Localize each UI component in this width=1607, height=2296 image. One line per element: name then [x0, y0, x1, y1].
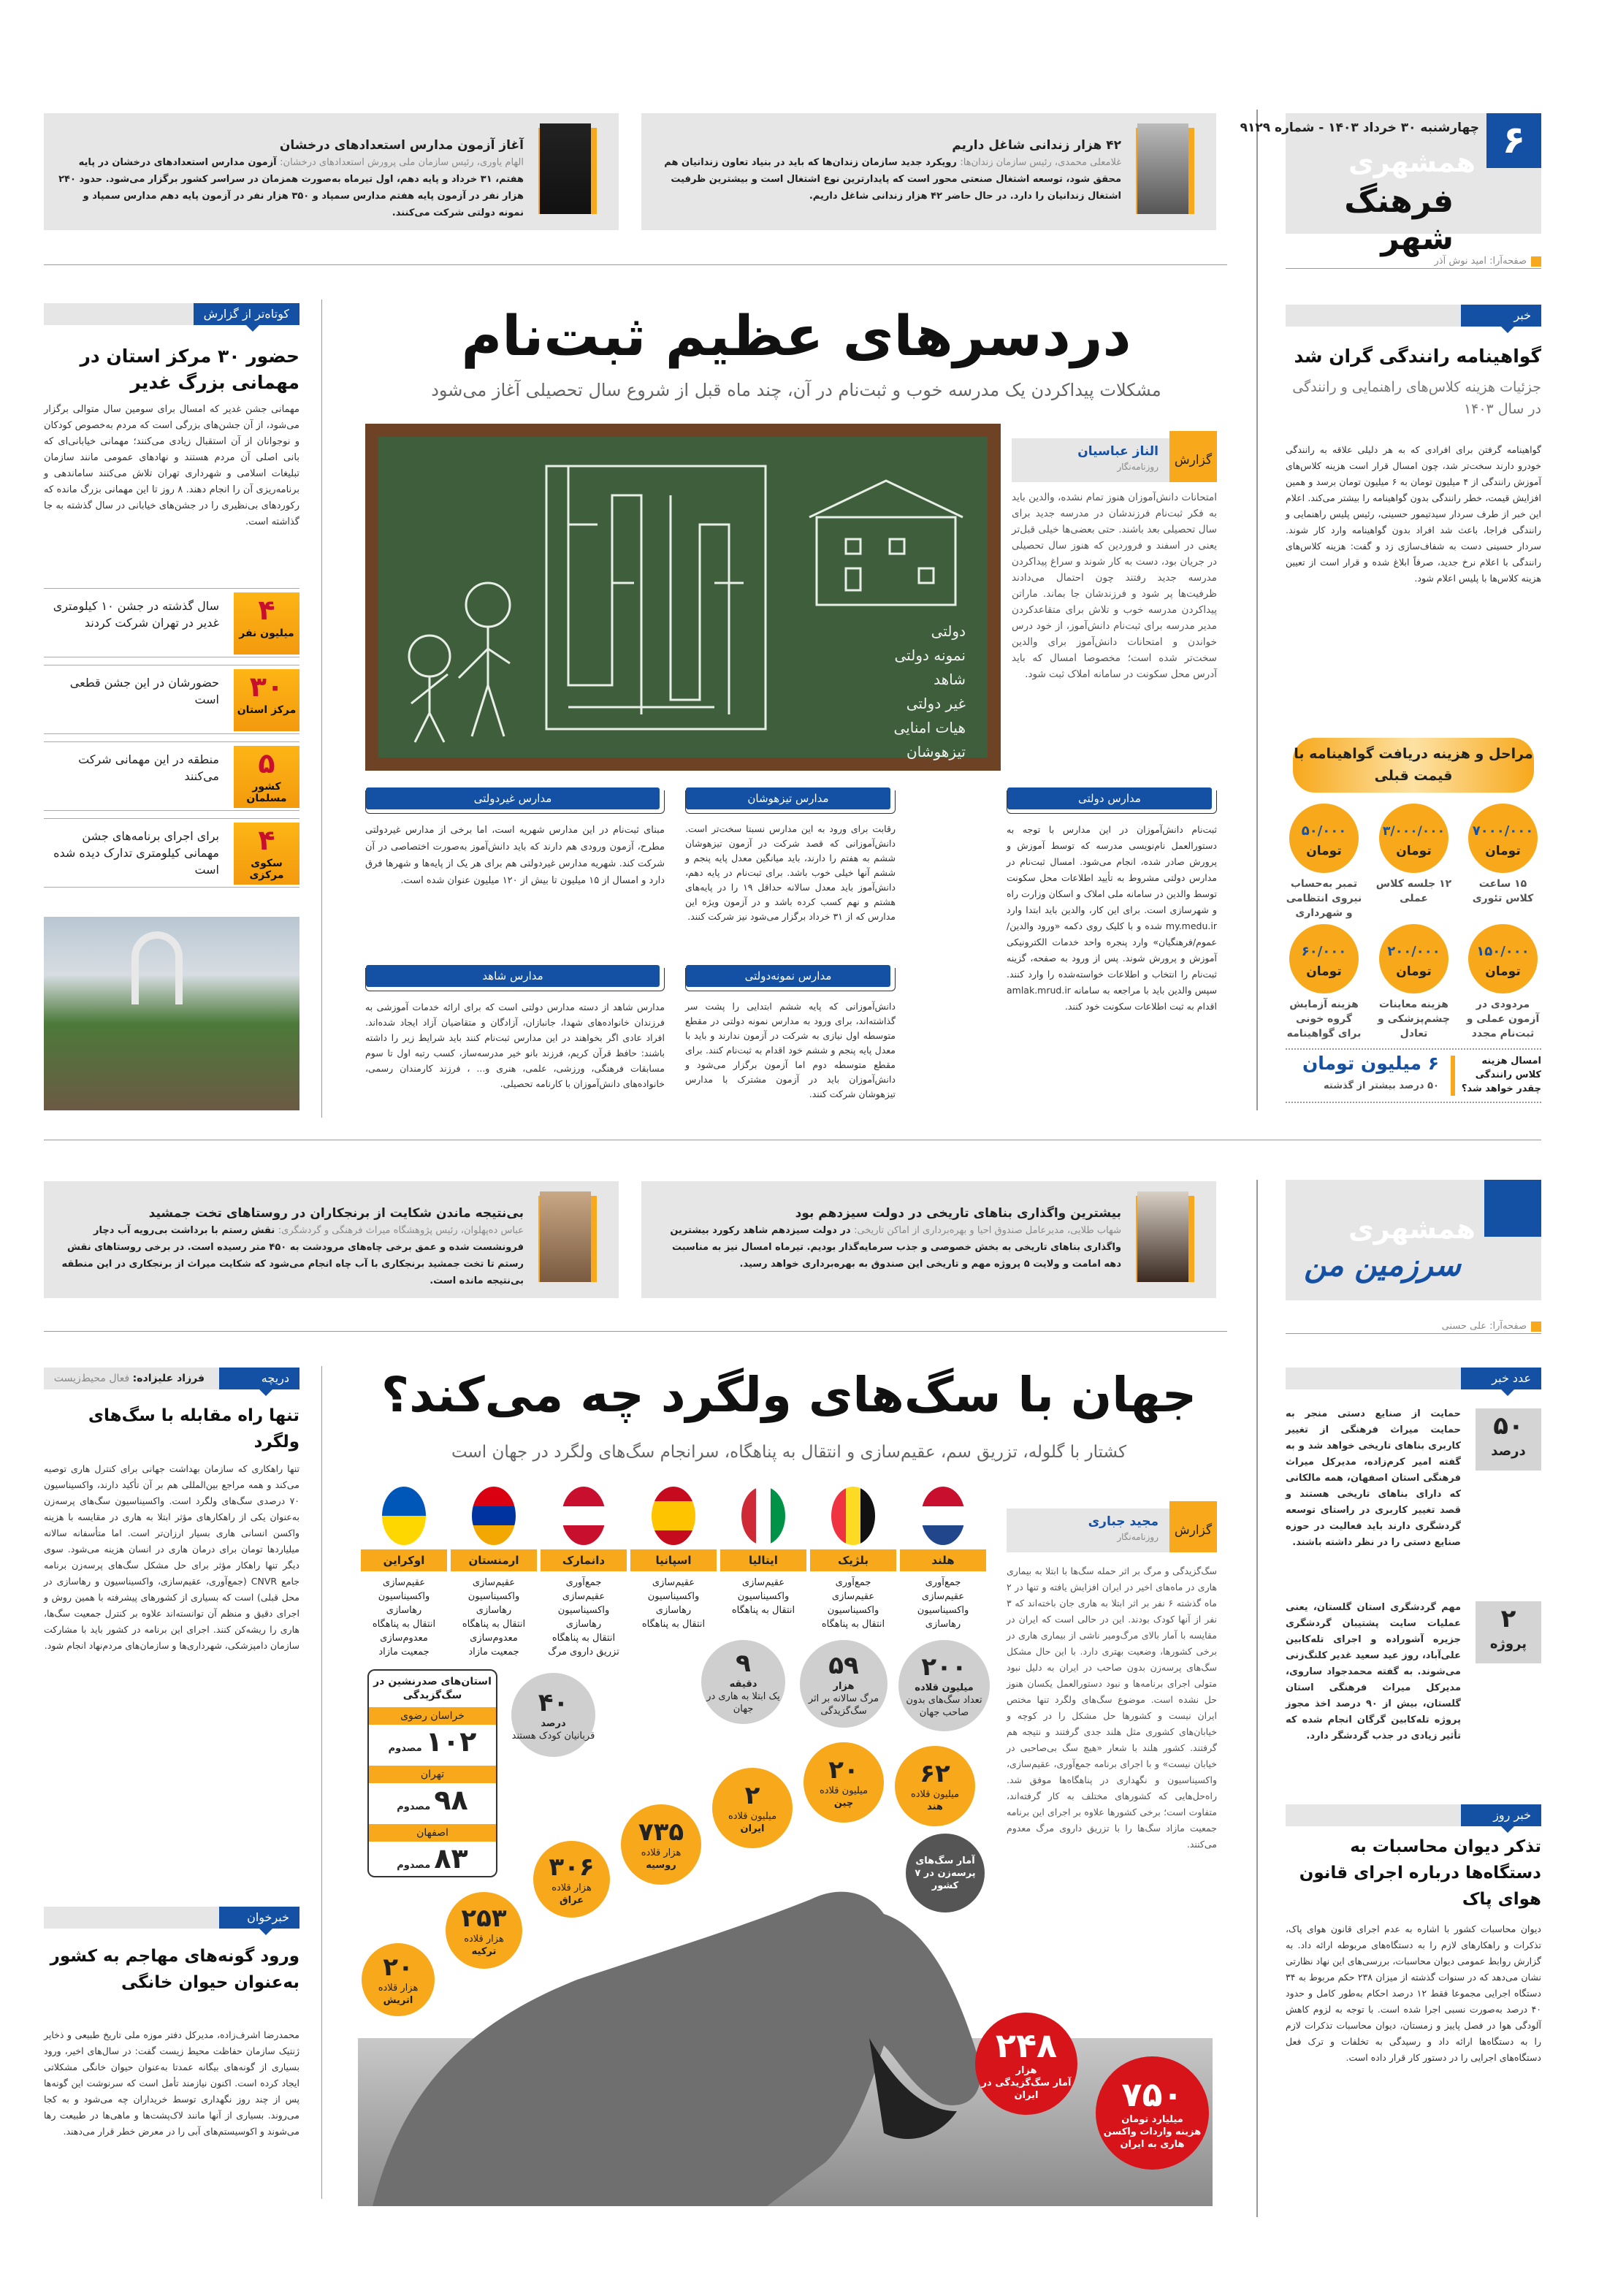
action-item: واکسیناسیون — [827, 1605, 879, 1616]
country-count — [362, 1943, 435, 2016]
cost-unit: تومان — [1306, 843, 1342, 858]
country-column — [900, 1487, 986, 1631]
divider-icon — [1451, 1056, 1455, 1096]
stat-text: مرگ سالانه بر اثر سگ‌گزیدگی — [808, 1693, 879, 1717]
country-count — [446, 1892, 522, 1969]
section-tag: کوتاه‌تر از گزارش — [194, 303, 299, 325]
teaser-text: در دولت سیزدهم شاهد رکورد بیشترین واگذاری بناهای تاریخی به بخش خصوصی و جذب سرمایه‌گذار بودیم. تیرماه امسال نیز به مناسبت دهه امامت و ولایت ۵ پروژه مهم و تاریخی این صندوق به بهره‌برداری خواهد رسید. — [670, 1225, 1121, 1270]
author-line — [54, 1368, 205, 1389]
article-body: دیوان محاسبات کشور با اشاره به عدم اجرای قانون هوای پاک، تذکرات و راهکارهای لازم را به دستگاه‌های مربوطه ارائه داد. به گزارش روابط عمومی دیوان محاسبات، بررسی‌های این نهاد نظارتی نشان می‌دهد که در سنوات گذشته از میزان ۲۳۸ حکم مربوط به ۳۴ دستگاه اجرایی مجموعا فقط ۱۲ درصد احکام به‌طور کامل و حدود ۴۰ درصد به‌صورت نسبی اجرا شده است. با توجه به لزوم کاهش آلودگی هوا در فصل پاییز و زمستان، دیوان محاسبات تذکرات لازم را به دستگاه‌ها ارائه داد و رسیدگی به تخلفات و ترک فعل دستگاه‌های اجرایی را در دستور کار قرار داده است. — [1286, 1923, 1541, 2063]
report-byline — [1012, 438, 1217, 482]
action-item: انتقال به پناهگاه — [731, 1605, 795, 1616]
action-item: رهاسازی — [565, 1619, 602, 1630]
cost-label: ۱۲ جلسه کلاس عملی — [1375, 878, 1452, 904]
action-item: جمع‌آوری — [835, 1577, 871, 1588]
section-tag: عدد خبر — [1461, 1368, 1541, 1389]
action-item: عقیم‌سازی — [831, 1591, 875, 1602]
flag-icon — [741, 1487, 785, 1545]
credit-text: صفحه‌آرا: امید نوش آذر — [1434, 256, 1527, 267]
stat-unit: هزار — [1015, 2064, 1037, 2076]
count-unit: هزار قلاده — [551, 1882, 592, 1893]
report-tag: گزارش — [1169, 1501, 1217, 1552]
cost-amount: ۱۵۰/۰۰۰ — [1476, 943, 1530, 959]
section-tag-bar — [1286, 1368, 1541, 1389]
paper-logo: همشهری — [1348, 1213, 1476, 1245]
section-header — [685, 790, 896, 814]
stat-value: ۳۰ — [249, 671, 284, 703]
cost-label: مردودی در آزمون عملی و ثبت‌نام مجدد — [1466, 999, 1540, 1040]
province-value: ۱۰۲ — [425, 1725, 477, 1758]
section-title: سرزمین من — [1304, 1247, 1461, 1283]
section-title: فرهنگ شهر — [1344, 183, 1454, 257]
country-actions — [541, 1576, 627, 1659]
action-item: جمعیت مازاد — [468, 1647, 519, 1658]
country-column — [451, 1487, 537, 1659]
count-value: ۲۵۳ — [461, 1903, 507, 1933]
section-body: رقابت برای ورود به این مدارس نسبتا سخت‌تر است. دانش‌آموزانی که قصد شرکت در آزمون تیزهوشان ششم به هفتم را دارند، باید میانگین معدل پایه پنجم و ششم آنها خیلی خوب باشد. برای ثبت‌نام در پایه دهم، دانش‌آموز باید معدل سالانه حداقل ۱۹ را در پایه‌های هشتم و نهم کسب کرده باشد و در آزمون ویژه این مدارس که از ۳۱ خرداد برگزار می‌شود نیز شرکت کنند. — [685, 823, 896, 922]
country-column — [810, 1487, 896, 1631]
teaser-box — [641, 113, 1216, 230]
stat-unit: مرکز استان — [237, 704, 297, 716]
section-header — [685, 968, 896, 991]
action-item: انتقال به پناهگاه — [462, 1619, 526, 1630]
stat-text: تعداد سگ‌های بدون صاحب جهان — [906, 1695, 982, 1718]
section-masthead — [1286, 1180, 1541, 1300]
stat-unit: سکوی مرکزی — [249, 858, 284, 881]
portrait-photo — [538, 1196, 597, 1282]
action-item: معدوم‌سازی — [380, 1633, 428, 1644]
country-actions — [810, 1576, 896, 1631]
chalkboard-illustration — [365, 424, 1001, 771]
cost-unit: تومان — [1396, 964, 1432, 979]
count-unit: هزار قلاده — [464, 1933, 504, 1945]
world-stat — [898, 1640, 990, 1731]
main-headline: جهان با سگ‌های ولگرد چه می‌کند؟ — [381, 1367, 1197, 1423]
bullet-icon — [1531, 256, 1541, 267]
number-text: حمایت از صنایع دستی منجر به حمایت میراث فرهنگی از تغییر کاربری بناهای تاریخی خواهد شد و به گفته امیر کرم‌زاده، مدیرکل میراث فرهنگی استان اصفهان، همه مالکانی که دارای بناهای تاریخی هستند و قصد تغییر کاربری در راستای توسعه گردشگری دارند باید فعالیت در حوزه صنایع دستی را در نظر داشته باشند. — [1286, 1408, 1461, 1548]
number-unit: درصد — [1491, 1443, 1526, 1459]
main-subtitle: مشکلات پیداکردن یک مدرسه خوب و ثبت‌نام در آن، چند ماه قبل از شروع سال تحصیلی آغاز می‌شود — [431, 380, 1161, 400]
province-value: ۸۳ — [434, 1842, 468, 1874]
section-tag-bar — [44, 1907, 299, 1929]
world-stat — [511, 1673, 595, 1757]
count-value: ۳۰۶ — [549, 1852, 595, 1882]
count-unit: هزار قلاده — [378, 1983, 419, 1994]
section-header-label: مدارس نمونه‌دولتی — [686, 965, 890, 987]
cost-summary — [1286, 1048, 1541, 1103]
divider — [44, 1331, 1227, 1332]
section-header — [365, 968, 665, 991]
section-body: دانش‌آموزانی که پایه ششم ابتدایی را پشت سر گذاشته‌اند، برای ورود به مدارس نمونه دولتی در مقطع متوسطه اول نیازی به شرکت در آزمون ندارند و باید با معدل پایه پنجم و ششم خود اقدام به ثبت‌نام کنند. برای مقطع متوسطه دوم اما آزمون برگزار می‌شود و دانش‌آموزان باید در آزمون مشترک با مدارس تیزهوشان شرکت کنند. — [685, 1001, 896, 1099]
section-header — [365, 790, 665, 814]
cost-amount: ۶۰/۰۰۰ — [1301, 943, 1347, 959]
flag-icon — [831, 1487, 875, 1545]
number-box — [1476, 1408, 1541, 1471]
section-tag: خبر — [1461, 305, 1541, 327]
count-value: ۲۰ — [383, 1953, 413, 1982]
section-body: مبنای ثبت‌نام در این مدارس شهریه است، اما برخی از مدارس غیردولتی مطرح، آزمون ورودی هم دارند که باید دانش‌آموز به‌صورت اختصاصی در آن شرکت کند. شهریه مدارس غیردولتی هم برای هر یک از پایه‌ها و شهرها فرق دارد و امسال از ۱۵ میلیون تا بیش از ۱۲۰ میلیون عنوان شده است. — [365, 825, 665, 886]
count-country: چین — [833, 1798, 854, 1809]
action-item: عقیم‌سازی — [741, 1577, 785, 1588]
teaser-title: آغاز آزمون مدارس استعدادهای درخشان — [279, 138, 524, 153]
cost-circle — [1289, 804, 1359, 873]
action-item: عقیم‌سازی — [652, 1577, 695, 1588]
province-name: تهران — [369, 1766, 496, 1783]
author-role: روزنامه‌نگار — [1117, 462, 1159, 472]
article-body: گواهینامه گرفتن برای افرادی که به هر دلیلی علاقه به رانندگی خودرو دارند سخت‌تر شد، چون امسال قرار است هزینه کلاس‌های آموزش رانندگی از ۴ میلیون تومان به ۶ میلیون تومان برسد و همین افزایش قیمت، خطر رانندگی بدون گواهینامه را بیشتر می‌کند. اعلام این خبر از طرف سردار سیدتیمور حسینی، رئیس پلیس راهنمایی و رانندگی فراجا، باعث شد افراد بدون گواهینامه وارد کار شوند. سردار حسینی دست به شفاف‌سازی زد و گفت: هزینه کلاس‌های رانندگی با اعلام نرخ جدید، صرفاً ابلاغ شده و قرار است از تعیین هزینه کلاس‌ها با پلیس اعلام شود. — [1286, 444, 1542, 584]
stat-text: قربانیان کودک هستند — [511, 1730, 595, 1742]
stat-unit: هزار — [833, 1680, 855, 1692]
cost-circle — [1468, 924, 1538, 993]
cost-grid — [1286, 804, 1541, 1040]
country-count — [533, 1841, 610, 1918]
action-item: واکسیناسیون — [647, 1591, 700, 1602]
stat-text: آمار سگ‌گزیدگی در ایران — [981, 2077, 1072, 2101]
cost-circle — [1379, 924, 1448, 993]
count-country: هند — [927, 1801, 943, 1812]
teaser-box — [641, 1181, 1216, 1298]
author-name: الناز عباسیان — [1077, 444, 1159, 459]
page-credit — [1286, 1321, 1541, 1334]
teaser-source: عباس ده‌پهلوان، رئیس پژوهشگاه میراث فرهنگی و گردشگری: — [278, 1225, 524, 1236]
country-actions — [900, 1576, 986, 1631]
flag-icon — [652, 1487, 695, 1545]
author-name: مجید جباری — [1088, 1514, 1159, 1529]
page-credit — [1286, 256, 1541, 269]
credit-text: صفحه‌آرا: علی حسنی — [1441, 1321, 1527, 1332]
stat-row — [44, 588, 299, 657]
action-item: عقیم‌سازی — [472, 1577, 516, 1588]
article-body: سگ‌گزیدگی و مرگ بر اثر حمله سگ‌ها با ابتلا به بیماری هاری در ماه‌های اخیر در ایران افزایش یافته و تنها در ۲ ماه گذشته ۶ نفر بر اثر ابتلا به هاری جان باخته‌اند که ۳ نفر از آنها کودک بودند. این در حالی است که ایران در مقایسه با آمار بالای مرگ‌ومیر ناشی از بیماری هاری در برخی کشورها، وضعیت بهتری دارد. با این حال مشکل سگ‌های پرسه‌زن بدون صاحب در ایران به دلیل نبود متولی اجرای برنامه‌ها و نبود دستورالعمل یکسان هنوز حل نشده است. موضوع سگ‌های ولگرد تنها مختص ایران نیست و کشورها حل مشکل را در کوچه و خیابان‌های کشوری مثل هلند جدی گرفتند و نتیجه هم گرفتند. کشور هلند با شعار «هیچ سگ بی‌صاحبی در خیابان نیست» و با اجرای برنامه جمع‌آوری، عقیم‌سازی، واکسیناسیون و نگهداری در پناهگاه‌ها موفق شد. راه‌حل‌هایی که کشورهای مختلف به کار گرفته‌اند، متفاوت است؛ برخی کشورها علاوه بر اجرای این برنامه جمعیت مازاد سگ‌ها را با تزریق داروی مرگ معدوم می‌کنند. — [1007, 1565, 1217, 1850]
country-actions — [720, 1576, 806, 1617]
stat-value: ۹ — [736, 1649, 751, 1678]
count-unit: میلیون قلاده — [728, 1811, 777, 1822]
action-item: واکسیناسیون — [378, 1591, 430, 1602]
world-stat — [800, 1640, 888, 1728]
page-number: ۶ — [1486, 113, 1541, 168]
province-unit: مصدوم — [397, 1801, 431, 1812]
number-box — [1476, 1601, 1541, 1663]
article-headline: تذکر دیوان محاسبات به دستگاه‌ها درباره اجرای قانون هوای پاک — [1299, 1837, 1541, 1909]
teaser-text: رویکرد جدید سازمان زندان‌ها که باید در بنیاد تعاون زندانیان هم محقق شود، توسعه اشتغال صنعتی محور است که پایدارترین نوع اشتغال است و بیشترین ظرفیت اشتغال زندانیان را دارد. در حال حاضر ۴۲ هزار زندانی شاغل داریم. — [664, 157, 1121, 202]
column-divider — [321, 300, 322, 1118]
action-item: معدوم‌سازی — [470, 1633, 518, 1644]
article-headline: حضور ۳۰ مرکز استان در مهمانی بزرگ غدیر — [80, 346, 299, 393]
main-subtitle: کشتار با گلوله، تزریق سم، عقیم‌سازی و انتقال به پناهگاه، سرانجام سگ‌های ولگرد در جهان است — [451, 1443, 1127, 1462]
iran-stat — [975, 2013, 1077, 2115]
count-country: ایران — [740, 1823, 765, 1834]
provinces-title: استان‌های صدرنشین در سگ‌گزیدگی — [373, 1676, 492, 1701]
teaser-source: شهاب طلایی، مدیرعامل صندوق احیا و بهره‌برداری از اماکن تاریخی: — [854, 1225, 1121, 1236]
country-methods — [351, 1487, 986, 1662]
action-item: جمعیت مازاد — [378, 1647, 430, 1658]
country-count — [895, 1746, 975, 1826]
cost-amount: ۷۰۰۰/۰۰۰ — [1472, 823, 1534, 839]
report-tag: گزارش — [1169, 431, 1217, 482]
country-count-label: آمار سگ‌های پرسه‌زن در ۷ کشور — [906, 1834, 985, 1912]
province-unit: مصدوم — [388, 1743, 422, 1754]
action-item: واکسیناسیون — [737, 1591, 790, 1602]
stat-row — [44, 665, 299, 734]
count-unit: میلیون قلاده — [819, 1785, 869, 1796]
stat-value: ۴۰ — [538, 1687, 569, 1717]
action-item: جمع‌آوری — [925, 1577, 961, 1588]
country-name: اسپانیا — [630, 1549, 717, 1571]
festival-photo — [44, 917, 299, 1110]
article-subtitle: جزئیات هزینه کلاس‌های راهنمایی و رانندگی در سال ۱۴۰۳ — [1292, 379, 1541, 417]
action-item: عقیم‌سازی — [382, 1577, 426, 1588]
teaser-title: بیشترین واگذاری بناهای تاریخی در دولت سیزدهم بود — [795, 1206, 1121, 1221]
infographic-title: مراحل و هزینه دریافت گواهینامه با قیمت قبلی — [1293, 738, 1534, 793]
number-value: ۵۰ — [1493, 1411, 1524, 1441]
section-color-block — [1484, 1180, 1541, 1237]
action-item: رهاسازی — [925, 1619, 961, 1630]
cost-circle — [1289, 924, 1359, 993]
province-value: ۹۸ — [434, 1784, 468, 1816]
count-country: اتریش — [383, 1995, 413, 2006]
country-column — [720, 1487, 806, 1617]
country-count — [712, 1768, 793, 1848]
teaser-box — [44, 113, 619, 230]
portrait-photo — [538, 128, 597, 214]
article-body: محمدرضا اشرف‌زاده، مدیرکل دفتر موزه ملی تاریخ طبیعی و ذخایر ژنتیک سازمان حفاظت محیط زیست گفت: در سال‌های اخیر، ورود بسیاری از گونه‌های بیگانه عمدتا به‌عنوان حیوان خانگی مشکلاتی ایجاد کرده است. اکنون نیازمند تأمل است که سرنوشت این گونه‌ها پس از چند روز نگهداری توسط خریداران چه می‌شود و به کجا می‌روند. بسیاری از آنها مانند لاک‌پشت‌ها و ماهی‌ها در طبیعت رها می‌شوند و اکوسیستم‌های آبی را در معرض خطر قرار می‌دهند. — [44, 2029, 299, 2137]
stat-value: ۲۰۰ — [921, 1652, 967, 1682]
stat-unit: دقیقه — [729, 1679, 757, 1690]
country-column — [630, 1487, 717, 1631]
article-headline: ورود گونه‌های مهاجم به کشور به‌عنوان حیوان خانگی — [50, 1947, 299, 1992]
section-tag: دریچه — [219, 1368, 299, 1389]
author-role: روزنامه‌نگار — [1117, 1532, 1159, 1542]
province-unit: مصدوم — [397, 1860, 431, 1871]
column-divider — [321, 1366, 322, 2199]
country-actions — [451, 1576, 537, 1659]
action-item: عقیم‌سازی — [562, 1591, 606, 1602]
cost-unit: تومان — [1306, 964, 1342, 979]
cost-circle — [1468, 804, 1538, 873]
section-tag-bar — [1286, 305, 1541, 327]
cost-label: تمبر به‌حساب نیروی انتظامی و شهرداری — [1286, 878, 1362, 919]
stat-text: هزینه واردات واکسن هاری به ایران — [1103, 2127, 1202, 2150]
section-body: ثبت‌نام دانش‌آموزان در این مدارس با توجه به دستورالعمل نام‌نویسی مدرسه که توسط آموزش و پرورش صادر شده، انجام می‌شود. امسال ثبت‌نام در مدارس دولتی مشروط به تأیید اطلاعات محل سکونت توسط والدین در سامانه ملی املاک و اسکان وزارت راه و شهرسازی است. برای این کار، والدین باید ابتدا وارد my.medu.ir شده و با کلیک روی دکمه «ورود والدین/عموم/فرهنگیان» وارد پنجره واحد خدمات الکترونیکی آموزش و پرورش شوند. پس از ورود به صفحه، گزینه ثبت‌نام را انتخاب و اطلاعات خواسته‌شده را وارد کنند. سپس والدین باید با مراجعه به سامانه amlak.mrud.ir اقدام به ثبت اطلاعات سکونت خود کنند. — [1007, 824, 1217, 1012]
column-divider — [1256, 1180, 1258, 2217]
teaser-title: بی‌نتیجه ماندن شکایت از برنجکاران در روستاهای تخت جمشید — [148, 1206, 524, 1221]
summary-answer: ۶ میلیون تومان — [1302, 1053, 1439, 1074]
section-masthead — [1240, 113, 1541, 257]
stat-value: ۵ — [258, 747, 275, 779]
teaser-source: الهام یاوری، رئیس سازمان ملی پرورش استعدادهای درخشان: — [280, 157, 524, 168]
province-name: خراسان رضوی — [369, 1707, 496, 1725]
cost-unit: تومان — [1485, 843, 1521, 858]
board-label: غیر دولتی — [906, 695, 966, 712]
count-value: ۶۲ — [920, 1759, 950, 1788]
paper-logo: همشهری — [1348, 146, 1476, 178]
count-value: ۲۰ — [828, 1755, 859, 1785]
stat-text: حضورشان در این جشن قطعی است — [69, 676, 219, 706]
cost-label: هزینه آزمایش گروه خونی برای گواهینامه — [1286, 999, 1362, 1040]
country-actions — [361, 1576, 447, 1659]
flag-icon — [472, 1487, 516, 1545]
cost-amount: ۲۰۰/۰۰۰ — [1387, 943, 1440, 959]
bullet-icon — [1531, 1321, 1541, 1332]
stat-unit: درصد — [541, 1717, 566, 1729]
cost-amount: ۵۰/۰۰۰ — [1301, 823, 1347, 839]
stat-text: سال گذشته در جشن ۱۰ کیلومتری غدیر در تهران شرکت کردند — [53, 599, 219, 630]
country-column — [541, 1487, 627, 1659]
cost-unit: تومان — [1485, 964, 1521, 979]
section-tag-bar — [1286, 1804, 1541, 1826]
summary-note: ۵۰ درصد بیشتر از گذشته — [1324, 1080, 1439, 1091]
stat-row — [44, 741, 299, 811]
country-name: ارمنستان — [451, 1549, 537, 1571]
country-name: دانمارک — [541, 1549, 627, 1571]
board-label: دولتی — [931, 622, 966, 640]
action-item: انتقال به پناهگاه — [641, 1619, 706, 1630]
count-unit: میلیون قلاده — [910, 1789, 960, 1800]
flag-icon — [921, 1487, 965, 1545]
teaser-title: ۴۲ هزار زندانی شاغل داریم — [952, 138, 1121, 153]
country-name: ایتالیا — [720, 1549, 806, 1571]
column-divider — [1256, 110, 1258, 1110]
action-item: رهاسازی — [476, 1605, 512, 1616]
action-item: واکسیناسیون — [557, 1605, 610, 1616]
country-name: اوکراین — [361, 1549, 447, 1571]
section-header-label: مدارس شاهد — [366, 965, 660, 987]
article-body: مهمانی جشن غدیر که امسال برای سومین سال متوالی برگزار می‌شود، از آن جشن‌های بزرگی است که مردم به‌خصوص کودکان و نوجوانان از آن استقبال زیادی می‌کنند؛ مهمانی خیابانی‌ای که بانی اصلی آن مردم هستند و نهادهای عمومی مانند سازمان تبلیغات اسلامی و شهرداری تهران تلاش می‌کنند ساماندهی و برنامه‌ریزی آن را انجام دهند. ۸ روز تا این مهمانی بزرگ مانده که رکوردهای بی‌نظیری را در جشن‌های خیابانی در سال گذشته به جا گذاشته است. — [44, 404, 299, 527]
stat-value: ۴ — [258, 594, 275, 626]
provinces-box — [367, 1669, 497, 1877]
report-byline — [1007, 1509, 1217, 1552]
action-item: تزریق داروی مرگ — [548, 1647, 619, 1658]
portrait-photo — [1136, 1196, 1194, 1282]
stat-value: ۴ — [258, 824, 275, 856]
action-item: واکسیناسیون — [467, 1591, 520, 1602]
portrait-photo — [1136, 128, 1194, 214]
section-tag-bar — [44, 303, 299, 325]
author-name: فرزاد علیزاده: — [132, 1373, 205, 1384]
divider — [44, 264, 1227, 265]
country-count — [621, 1804, 701, 1885]
iran-stat — [1096, 2056, 1209, 2170]
count-country: عراق — [559, 1894, 584, 1906]
section-header — [1007, 790, 1217, 814]
board-label: شاهد — [934, 671, 966, 688]
stat-text: برای اجرای برنامه‌های جشن مهمانی کیلومتری تدارک دیده شده است — [53, 829, 219, 877]
cost-amount: ۳/۰۰۰/۰۰۰ — [1382, 823, 1446, 839]
action-item: رهاسازی — [386, 1605, 422, 1616]
number-value: ۲ — [1500, 1604, 1516, 1633]
action-item: جمع‌آوری — [565, 1577, 602, 1588]
number-unit: پروژه — [1489, 1636, 1527, 1652]
section-tag: خبر روز — [1461, 1804, 1541, 1826]
cost-circle — [1379, 804, 1448, 873]
country-column — [361, 1487, 447, 1659]
stat-text: منطقه در این مهمانی شرکت می‌کنند — [78, 752, 219, 783]
author-role: فعال محیط‌زیست — [53, 1373, 130, 1384]
stat-unit: میلیون قلاده — [915, 1682, 974, 1693]
cost-unit: تومان — [1396, 843, 1432, 858]
article-lead: امتحانات دانش‌آموزان هنوز تمام نشده، والدین باید به فکر ثبت‌نام فرزندشان در مدرسه جدید برای سال تحصیلی بعد باشند. حتی بعضی‌ها خیلی قبل‌تر یعنی در اسفند و فروردین که هنوز سال تحصیلی در جریان بود، دست به کار شوند و سراغ پیداکردن مدرسه جدید رفتند چون احتمال می‌دادند ظرفیت‌ها پر شود و فرزندشان جا بماند. ماراتن پیداکردن مدرسه خوب و تلاش برای متقاعدکردن مدیر مدرسه برای ثبت‌نام دانش‌آموز، از خود درس خواندن و امتحانات دانش‌آموز برای والدین سخت‌تر شده است؛ مخصوصا امسال که باید آدرس محل سکونت در سامانه املاک ثبت شود. — [1012, 492, 1217, 680]
stat-unit: کشور مسلمان — [246, 781, 287, 804]
action-item: انتقال به پناهگاه — [372, 1619, 436, 1630]
stat-text: یک ابتلا به هاری در جهان — [706, 1691, 780, 1715]
flag-icon — [382, 1487, 426, 1545]
count-value: ۷۳۵ — [638, 1818, 684, 1847]
azadi-tower-shape — [131, 931, 183, 1004]
action-item: عقیم‌سازی — [921, 1591, 965, 1602]
stat-row — [44, 818, 299, 888]
action-item: رهاسازی — [655, 1605, 692, 1616]
board-label: نمونه دولتی — [894, 647, 966, 664]
province-name: اصفهان — [369, 1824, 496, 1842]
country-count — [804, 1742, 884, 1823]
action-item: واکسیناسیون — [917, 1605, 969, 1616]
teaser-text: آزمون مدارس استعدادهای درخشان در پایه هفتم، ۳۱ خرداد و پایه دهم، اول تیرماه به‌صورت همزمان در سراسر کشور برگزار می‌شود. حدود ۲۴۰ هزار نفر در آزمون پایه هفتم مدارس سمپاد و ۳۵۰ هزار نفر در آزمون پایه دهم مدارس سمپاد و نمونه دولتی شرکت می‌کنند. — [58, 157, 524, 218]
stat-unit: میلیون نفر — [239, 628, 294, 639]
issue-date: چهارشنبه ۳۰ خرداد ۱۴۰۳ - شماره ۹۱۲۹ — [1240, 121, 1479, 135]
stat-unit: میلیارد تومان — [1121, 2114, 1183, 2125]
action-item: انتقال به پناهگاه — [821, 1619, 885, 1630]
article-headline: تنها راه مقابله با سگ‌های ولگرد — [88, 1406, 299, 1452]
section-header-label: مدارس دولتی — [1007, 787, 1212, 809]
world-stat — [701, 1640, 785, 1724]
country-name: بلژیک — [810, 1549, 896, 1571]
count-unit: هزار قلاده — [641, 1847, 682, 1858]
stat-value: ۲۴۸ — [995, 2025, 1058, 2065]
country-name: هلند — [900, 1549, 986, 1571]
cost-label: ۱۵ ساعت کلاس تئوری — [1472, 878, 1534, 904]
count-value: ۲ — [744, 1781, 760, 1810]
count-country: ترکیه — [471, 1945, 497, 1957]
article-body: تنها راهکاری که سازمان بهداشت جهانی برای کنترل هاری توصیه می‌کند و همه مراجع بین‌المللی هم بر آن تأکید دارند، واکسیناسیون ۷۰ درصدی سگ‌های ولگرد است. واکسیناسیون سگ‌های پرسه‌زن به‌عنوان یکی از راهکارهای مؤثر ابتلا به هاری در مقایسه با هزینه واکسن انسانی هاری بسیار ارزان‌تر است. اما متأسفانه سالانه میلیاردها تومان برای درمان هاری در انسان هزینه می‌شود. سوی دیگر تنها راهکار مؤثر برای حل مشکل سگ‌های پرسه‌زن برنامه جامع CNVR (جمع‌آوری، عقیم‌سازی، واکسیناسیون و رهاسازی در محل قبلی) است که بسیاری از کشورهای پیشرفته با همین روش و اجرای دقیق و منظم آن توانسته‌اند علاوه بر کنترل جمعیت سگ‌ها، هاری را ریشه‌کن کنند. اجرای این برنامه در کشور باید با مشارکت سازمان دامپزشکی، شهرداری‌ها و سازمان‌های مردم‌نهاد انجام شود. — [44, 1463, 299, 1651]
board-label: هیات امنایی — [893, 719, 966, 736]
section-header-label: مدارس تیزهوشان — [686, 787, 890, 809]
main-headline: دردسرهای عظیم ثبت‌نام — [461, 303, 1131, 368]
number-text: مهم گردشگری استان گلستان، یعنی عملیات سایت پشتیبان گردشگری جزیره آشوراده و اجرای تله‌کابین علی‌آباد، روز عید سعید غدیر کلنگ‌زنی می‌شوند. به گفته محمدجواد ساروی، مدیرکل میراث فرهنگی استان گلستان، بیش از ۹۰ درصد اخذ مجوز پروژه تله‌کابین گرگان انجام شده که تأثیر زیادی در جذب گردشگر دارد. — [1286, 1602, 1461, 1742]
country-actions — [630, 1576, 717, 1631]
article-headline: گواهینامه رانندگی گران شد — [1294, 346, 1541, 367]
flag-icon — [562, 1487, 606, 1545]
section-tag: خبرخوان — [219, 1907, 299, 1929]
stat-value: ۵۹ — [828, 1650, 859, 1680]
section-tag-bar — [44, 1368, 299, 1389]
cost-label: هزینه معاینات چشم‌پزشکی و تعادل — [1378, 999, 1450, 1040]
count-country: روسیه — [646, 1860, 676, 1871]
teaser-box — [44, 1181, 619, 1298]
section-body: مدارس شاهد از دسته مدارس دولتی است که برای ارائه خدمات آموزشی به فرزندان خانواده‌های شهدا، جانبازان، آزادگان و متقاضیان آزاد ایجاد شده‌اند. افراد عادی اگر بخواهند در این مدارس ثبت‌نام کنند باید شرایط زیر را داشته باشند: حافظ قرآن کریم، فرزند بانو خیر مدرسه‌ساز، کسب رتبه اول تا سوم مسابقات فرهنگی، ورزشی، علمی، هنری و... ، فرزند کارمندان رسمی، خانواده‌های دانش‌آموزان با کارنامه تحصیلی. — [365, 1002, 665, 1089]
summary-question: امسال هزینه کلاس رانندگی چقدر خواهد شد؟ — [1461, 1056, 1541, 1094]
board-label: تیزهوشان — [906, 743, 966, 760]
stat-value: ۷۵۰ — [1121, 2075, 1183, 2114]
teaser-text: نقش رستم با برداشت بی‌رویه آب دچار فرونشست شده و عمق برخی چاه‌های مرودشت به ۴۵۰ متر رسیده است. در برخی روستاهای نقش رستم تا تخت جمشید برنجکاری با آب چاه انجام می‌شود که شکایت میراث از برنجکاری در این منطقه بی‌نتیجه مانده است. — [61, 1225, 524, 1286]
section-header-label: مدارس غیردولتی — [366, 787, 660, 809]
teaser-source: غلامعلی محمدی، رئیس سازمان زندان‌ها: — [960, 157, 1121, 168]
action-item: انتقال به پناهگاه — [551, 1633, 616, 1644]
